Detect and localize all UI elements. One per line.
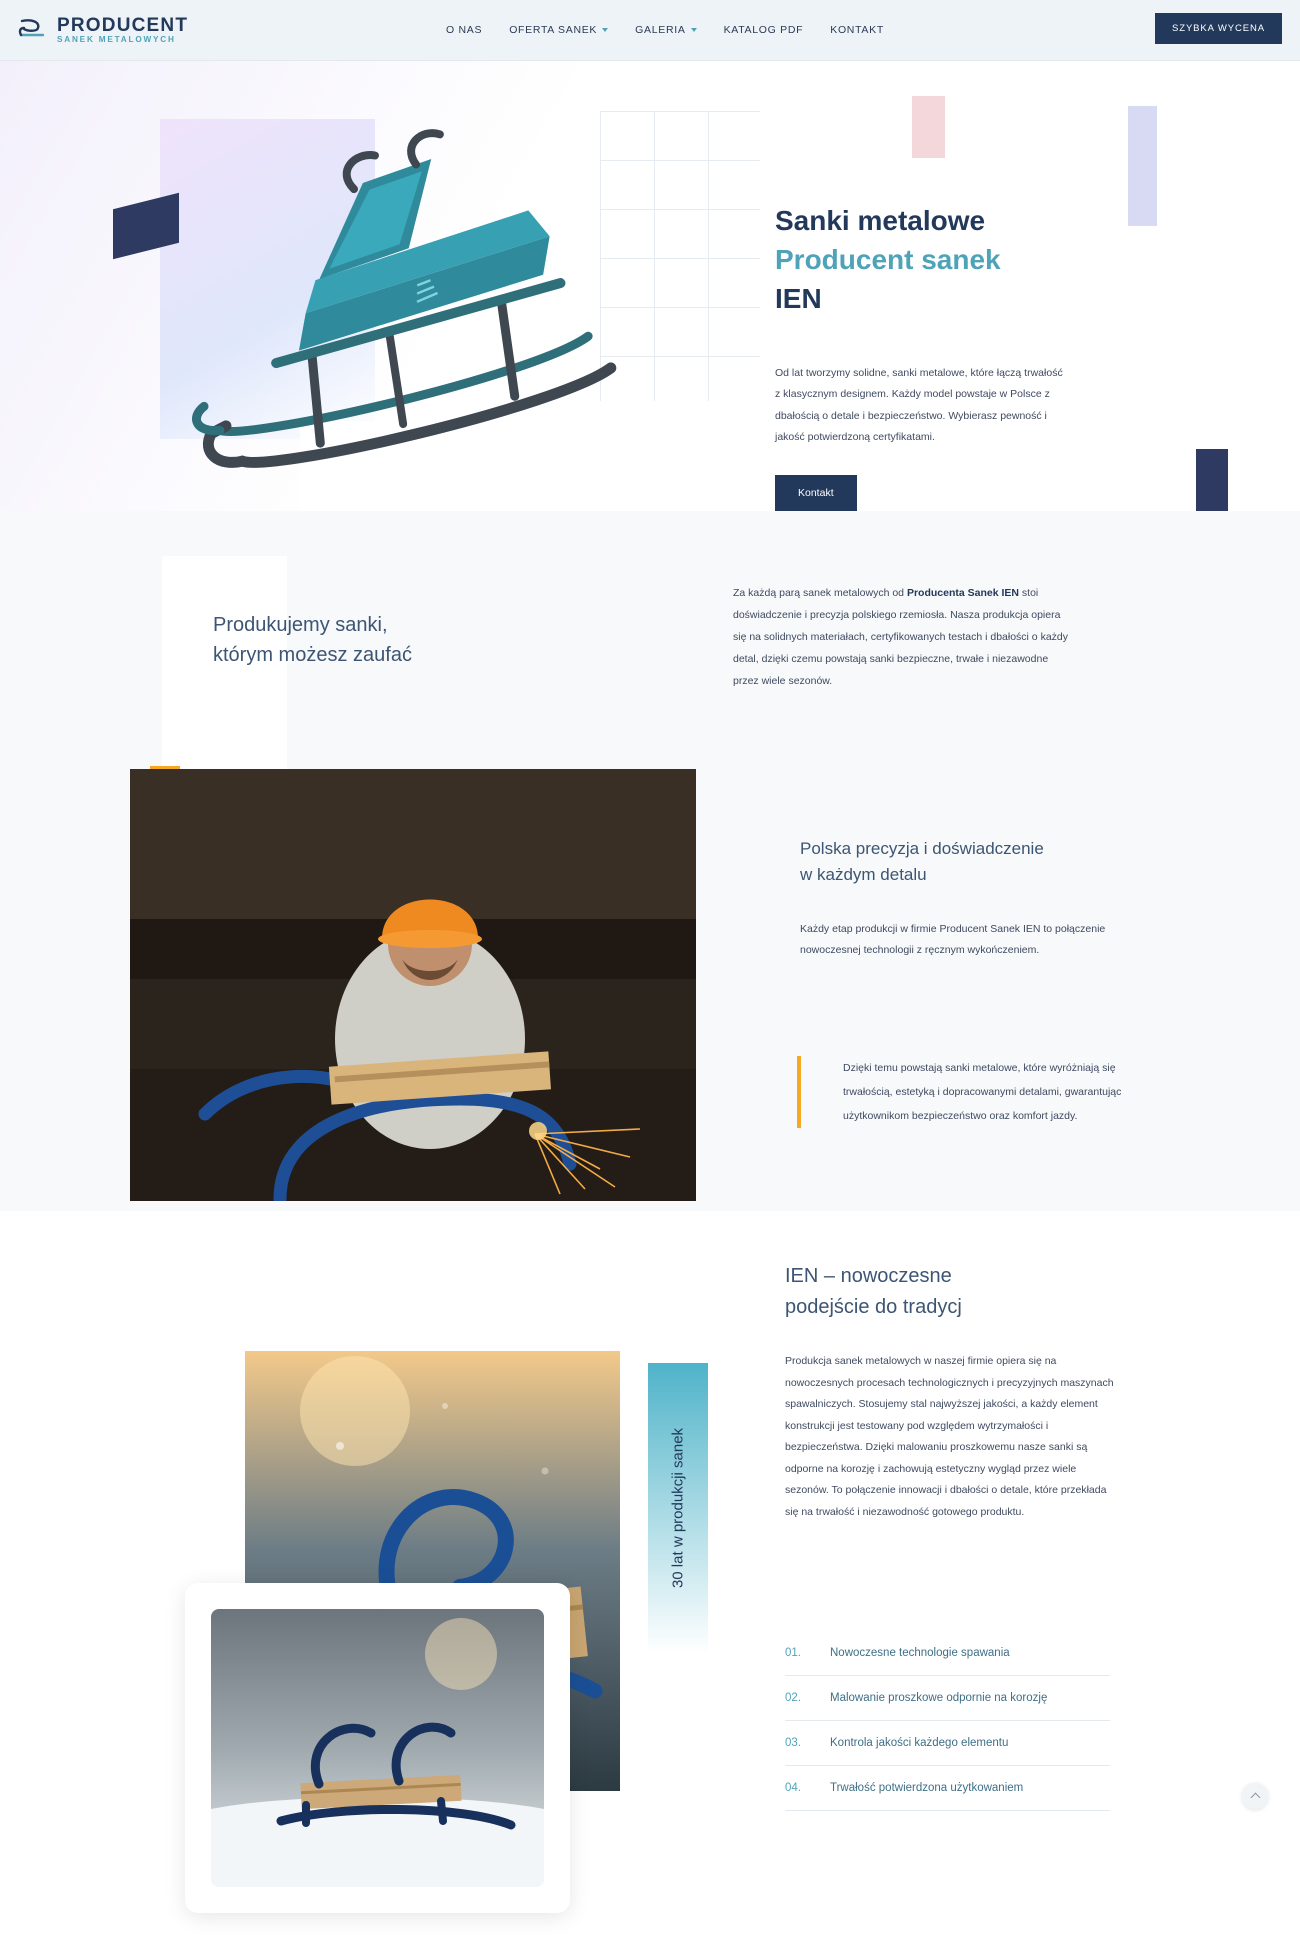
decor-pink-block [912, 96, 945, 158]
decor-lavender-block [1128, 106, 1157, 226]
trust-paragraph-post: stoi doświadczenie i precyzja polskiego rzemiosła. Nasza produkcja opiera się na solidnych materiałach, certyfikowanych testach i dbałości o każdy detal, dzięki czemu powstają sanki bezpieczne, trwałe i niezawodne przez wiele sezonów. [733, 587, 1068, 688]
main-navigation [446, 24, 884, 36]
feature-number: 04. [785, 1782, 801, 1794]
trust-paragraph-pre: Za każdą parą sanek metalowych od [733, 587, 907, 599]
trust-heading-line1: Produkujemy sanki, [213, 614, 388, 636]
scroll-to-top-button[interactable] [1242, 1783, 1268, 1809]
feature-label: Kontrola jakości każdego elementu [830, 1737, 1009, 1749]
quick-quote-button[interactable]: SZYBKA WYCENA [1155, 13, 1282, 44]
precision-quote: Dzięki temu powstają sanki metalowe, które wyróżniają się trwałością, estetyką i dopracowanymi detalami, gwarantując użytkownikom bezpieczeństwo oraz komfort jazdy. [797, 1056, 1127, 1128]
nav-label: KONTAKT [830, 24, 884, 36]
feature-label: Nowoczesne technologie spawania [830, 1647, 1010, 1659]
feature-number: 01. [785, 1647, 801, 1659]
experience-badge [648, 1363, 708, 1653]
hero-title-line2: Producent sanek [775, 244, 1001, 276]
decor-navy-block [1196, 449, 1228, 511]
modern-heading-line2: podejście do tradycj [785, 1296, 962, 1318]
feature-list-item[interactable] [785, 1721, 1110, 1766]
hero-title-line1: Sanki metalowe [775, 205, 986, 236]
logo-title: PRODUCENT [57, 14, 189, 36]
precision-heading-line1: Polska precyzja i doświadczenie [800, 839, 1044, 858]
nav-item-kontakt[interactable] [830, 24, 884, 36]
trust-heading-line2: którym możesz zaufać [213, 644, 412, 666]
nav-label: O NAS [446, 24, 483, 36]
feature-number: 03. [785, 1737, 801, 1749]
modern-heading-line1: IEN – nowoczesne [785, 1265, 952, 1287]
feature-list-item[interactable] [785, 1766, 1110, 1811]
trust-paragraph [733, 582, 1073, 692]
chevron-down-icon [691, 28, 697, 32]
modern-paragraph: Produkcja sanek metalowych w naszej firmie opiera się na nowoczesnych procesach technologicznych i precyzyjnych maszynach spawalniczych. Stosujemy stal najwyższej jakości, a każdy element konstrukcji jest testowany pod względem wytrzymałości i bezpieczeństwa. Dzięki malowaniu proszkowemu nasze sanki są odporne na korozję i zachowują estetyczny wygląd przez wiele sezonów. To połączenie innowacji i dbałości o detale, które przekłada się na trwałość i niezawodność gotowego produktu. [785, 1355, 1114, 1518]
hero-text-block [775, 201, 1075, 511]
hero-section [0, 61, 1300, 511]
hero-contact-button[interactable]: Kontakt [775, 475, 857, 511]
chevron-up-icon [1250, 1793, 1260, 1803]
feature-list [785, 1631, 1110, 1811]
site-header [0, 0, 1300, 61]
nav-label: GALERIA [635, 24, 686, 36]
sled-snow-photo [211, 1609, 544, 1887]
nav-label: KATALOG PDF [723, 24, 804, 36]
nav-item-galeria[interactable] [635, 24, 696, 36]
feature-label: Trwałość potwierdzona użytkowaniem [830, 1782, 1024, 1794]
trust-heading [213, 610, 412, 670]
nav-item-o-nas[interactable] [446, 24, 482, 36]
modern-section [0, 1211, 1300, 1831]
nav-item-katalog-pdf[interactable] [724, 24, 804, 36]
chevron-down-icon [602, 28, 608, 32]
workshop-photo [130, 769, 696, 1201]
feature-list-item[interactable] [785, 1631, 1110, 1676]
modern-heading [785, 1261, 1125, 1323]
trust-paragraph-bold: Producenta Sanek IEN [906, 587, 1019, 599]
trust-section [0, 511, 1300, 1211]
hero-sled-image [95, 121, 715, 511]
logo-subtitle: SANEK METALOWYCH [57, 34, 176, 44]
nav-item-oferta-sanek[interactable] [509, 24, 608, 36]
sled-snow-card [185, 1583, 570, 1913]
feature-label: Malowanie proszkowe odpornie na korozję [830, 1692, 1048, 1704]
nav-label: OFERTA SANEK [509, 24, 598, 36]
precision-heading-line2: w każdym detalu [800, 865, 927, 885]
sled-logo-icon [18, 17, 48, 43]
precision-paragraph: Każdy etap produkcji w firmie Producent Sanek IEN to połączenie nowoczesnej technologii z ręcznym wykończeniem. [800, 922, 1106, 957]
precision-text-block [800, 836, 1130, 962]
feature-number: 02. [785, 1692, 801, 1704]
hero-title [775, 201, 1075, 319]
hero-title-line3: IEN [775, 283, 822, 315]
precision-heading [800, 836, 1130, 889]
feature-list-item[interactable] [785, 1676, 1110, 1721]
logo[interactable] [18, 16, 193, 45]
experience-badge-label: 30 lat w produkcji sanek [669, 1427, 687, 1589]
hero-paragraph: Od lat tworzymy solidne, sanki metalowe, które łączą trwałość z klasycznym designem. Każdy model powstaje w Polsce z dbałością o detale i bezpieczeństwo. Wybierasz pewność i jakość potwierdzoną certyfikatami. [775, 366, 1063, 444]
